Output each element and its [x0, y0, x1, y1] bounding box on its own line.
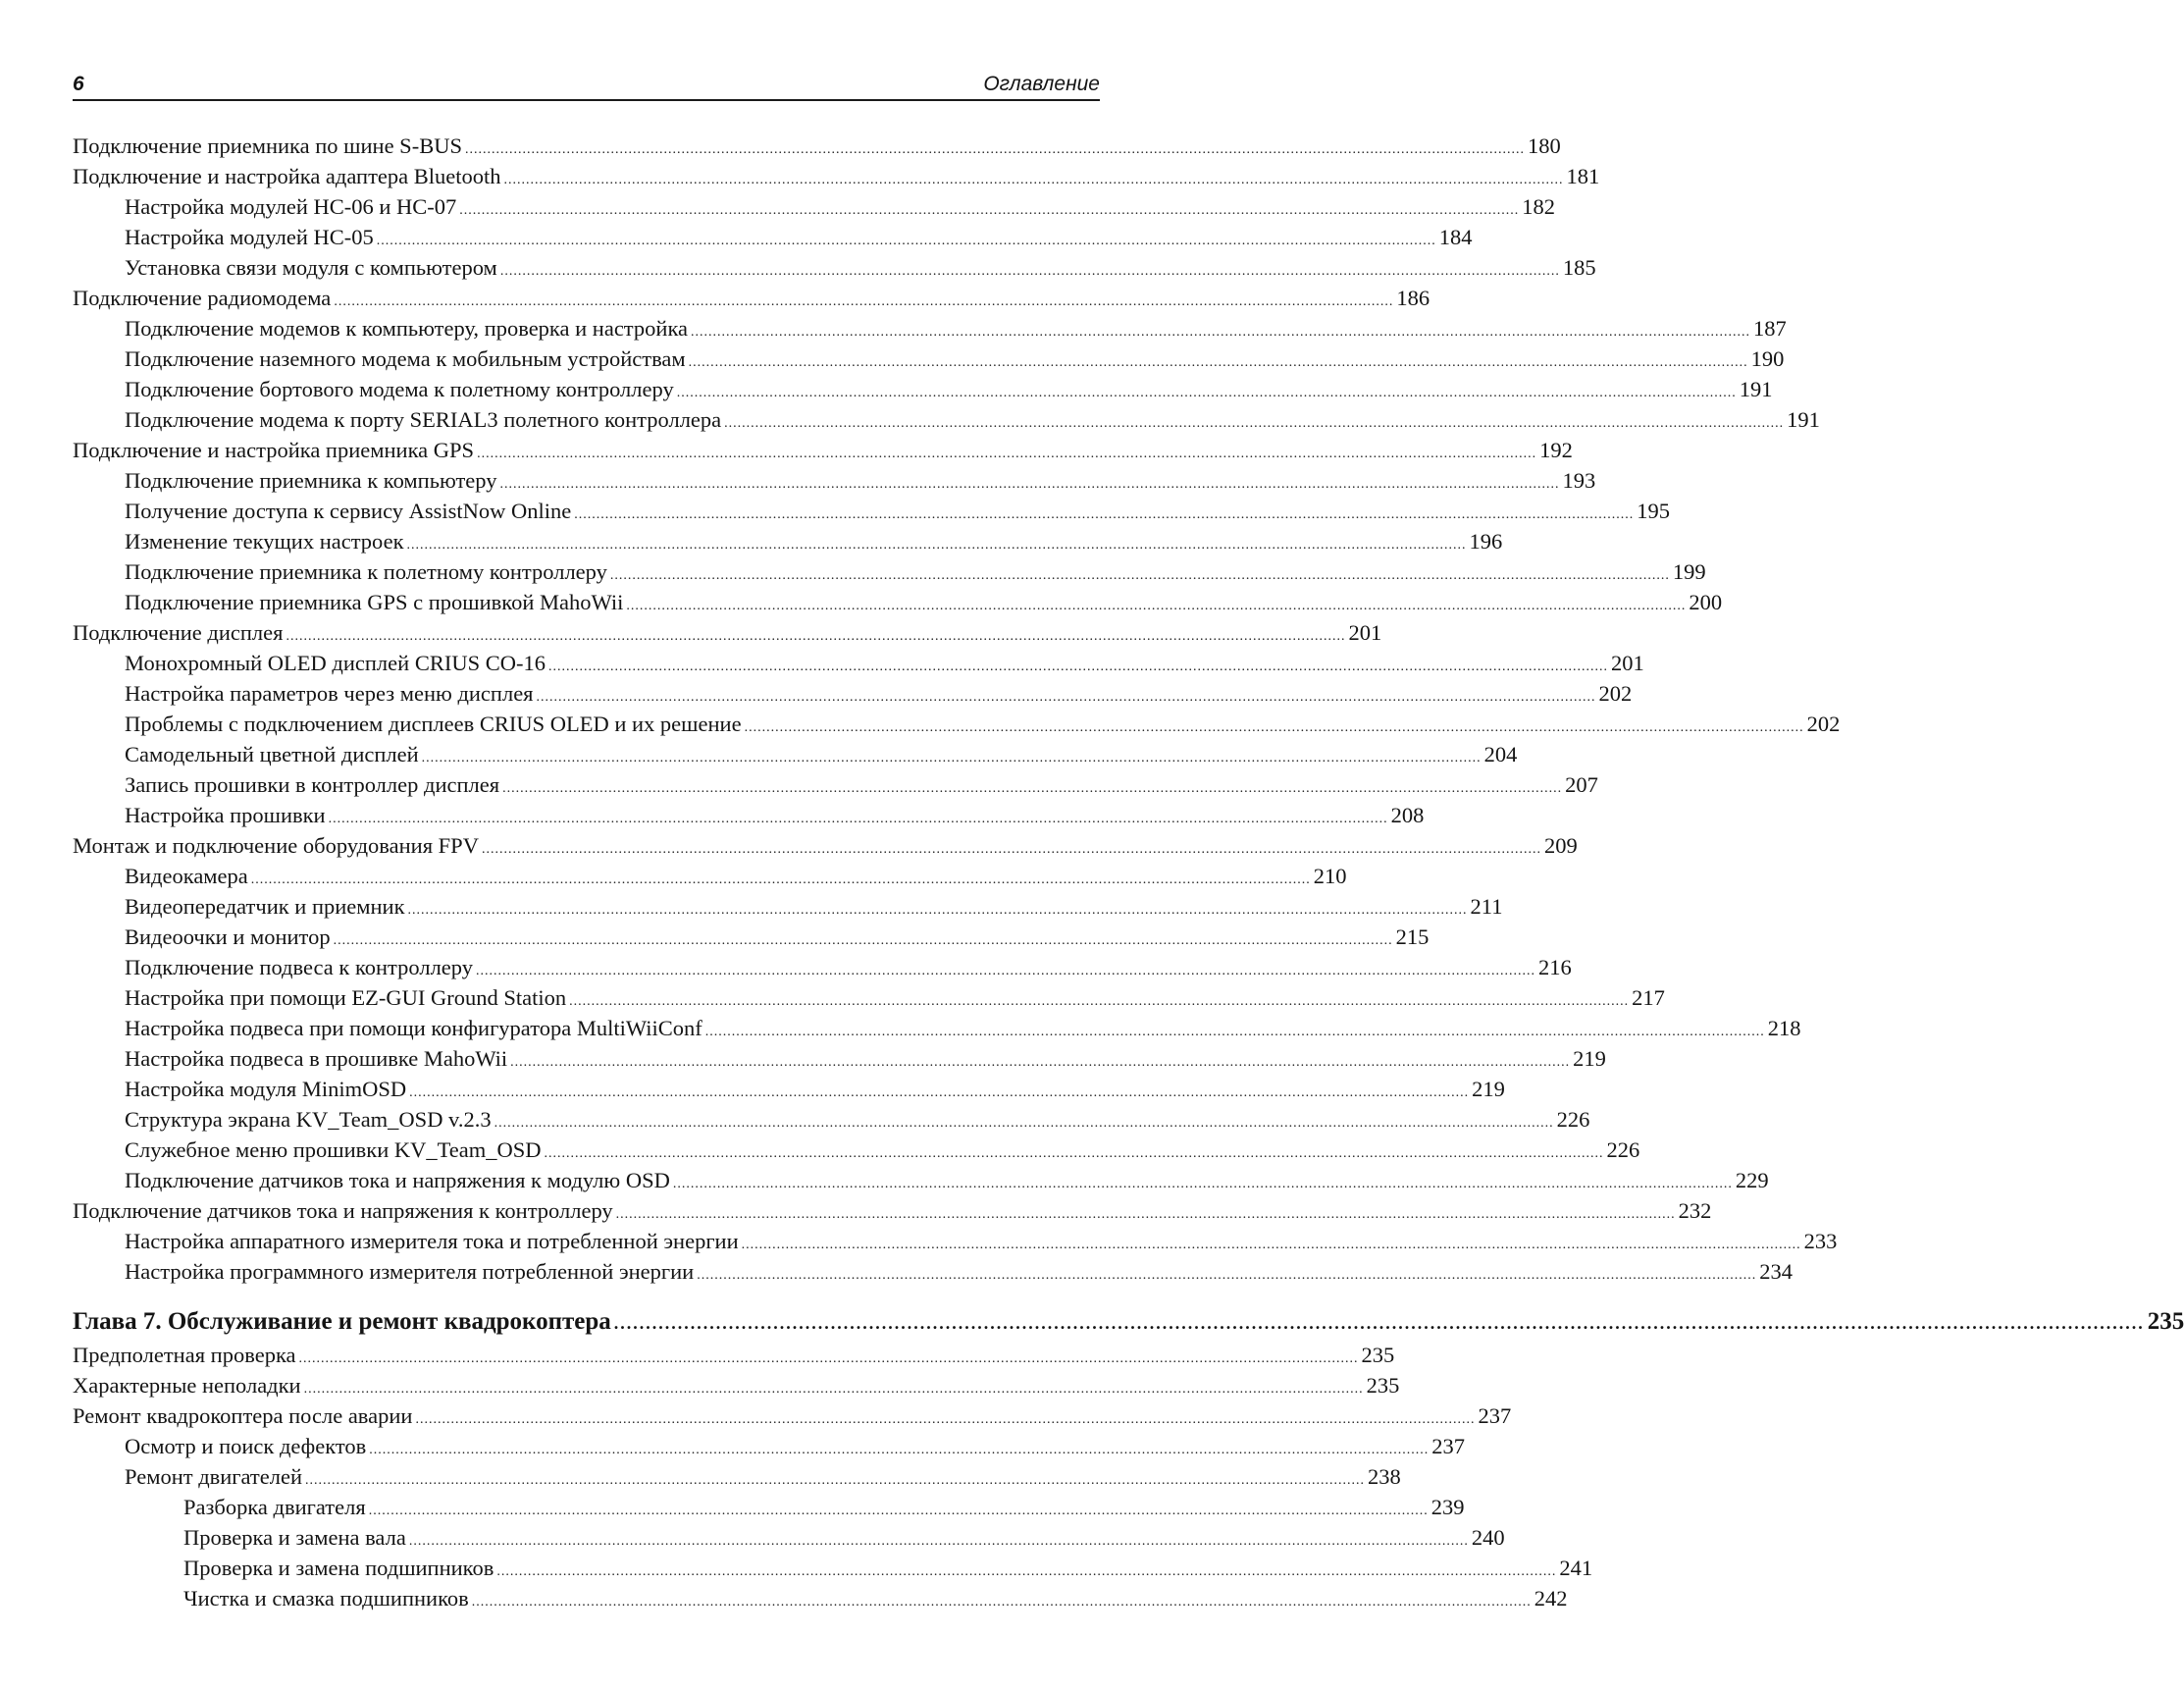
- toc-entry: [73, 283, 1430, 313]
- toc-entry: [73, 131, 1561, 161]
- toc-entry-title: Видеокамера: [125, 864, 248, 888]
- dot-leader: ................................................................................................................................................................................................................................................: [691, 325, 1751, 340]
- dot-leader: ................................................................................................................................................................................................................................................: [503, 173, 1564, 187]
- toc-entry-title: Настройка параметров через меню дисплея: [125, 681, 534, 706]
- dot-leader: ................................................................................................................................................................................................................................................: [704, 1025, 1765, 1039]
- toc-entry: [73, 343, 1785, 374]
- toc-entry-page: 240: [1471, 1525, 1505, 1550]
- dot-leader: ................................................................................................................................................................................................................................................: [464, 142, 1525, 157]
- toc-entry-title: Ремонт двигателей: [125, 1464, 303, 1489]
- toc-entry-page: 182: [1522, 194, 1556, 219]
- toc-entry-title: Служебное меню прошивки KV_Team_OSD: [125, 1137, 542, 1162]
- toc-entry-page: 200: [1689, 590, 1723, 614]
- toc-entry: [73, 739, 1518, 769]
- toc-entry-title: Настройка программного измерителя потребленной энергии: [125, 1259, 695, 1284]
- dot-leader: ................................................................................................................................................................................................................................................: [407, 903, 1468, 918]
- toc-entry-page: 210: [1313, 864, 1347, 888]
- table-of-contents: [73, 131, 2184, 1613]
- toc-entry-page: 201: [1610, 651, 1644, 675]
- toc-entry: [73, 1195, 1712, 1226]
- toc-entry-page: 235: [1366, 1373, 1400, 1398]
- dot-leader: ................................................................................................................................................................................................................................................: [334, 294, 1394, 309]
- dot-leader: ................................................................................................................................................................................................................................................: [298, 1351, 1359, 1366]
- toc-entry-title: Подключение приемника по шине S-BUS: [73, 133, 462, 158]
- toc-entry: [73, 404, 1820, 435]
- header-divider: [73, 99, 1100, 101]
- toc-entry-page: 181: [1566, 164, 1600, 188]
- toc-entry-title: Подключение модемов к компьютеру, проверка и настройка: [125, 316, 689, 341]
- dot-leader: ................................................................................................................................................................................................................................................: [421, 751, 1482, 766]
- toc-entry-title: Настройка при помощи EZ-GUI Ground Station: [125, 985, 567, 1010]
- toc-entry-page: 237: [1478, 1403, 1512, 1428]
- toc-entry: [73, 1583, 1568, 1613]
- toc-entry-title: Проверка и замена вала: [183, 1525, 406, 1550]
- toc-entry-title: Подключение и настройка приемника GPS: [73, 438, 475, 462]
- toc-entry-title: Характерные неполадки: [73, 1373, 301, 1398]
- toc-entry-page: 185: [1562, 255, 1596, 280]
- toc-entry-page: 180: [1527, 133, 1561, 158]
- toc-entry-page: 237: [1431, 1434, 1466, 1458]
- dot-leader: ................................................................................................................................................................................................................................................: [496, 1564, 1557, 1579]
- toc-entry: [73, 922, 1430, 952]
- toc-entry-title: Подключение приемника к компьютеру: [125, 468, 497, 493]
- toc-entry-page: 216: [1538, 955, 1572, 979]
- dot-leader: ................................................................................................................................................................................................................................................: [376, 234, 1436, 248]
- toc-entry-title: Подключение наземного модема к мобильным устройствам: [125, 346, 686, 371]
- toc-entry-page: 226: [1556, 1107, 1590, 1132]
- dot-leader: ................................................................................................................................................................................................................................................: [676, 386, 1737, 400]
- toc-entry: [73, 526, 1503, 556]
- toc-entry-page: 234: [1759, 1259, 1793, 1284]
- toc-entry: [73, 800, 1425, 830]
- toc-entry-title: Структура экрана KV_Team_OSD v.2.3: [125, 1107, 492, 1132]
- toc-entry-page: 192: [1539, 438, 1573, 462]
- toc-entry-page: 238: [1368, 1464, 1401, 1489]
- toc-entry: [73, 1461, 1401, 1492]
- toc-entry: [73, 587, 1723, 617]
- toc-entry: [73, 861, 1347, 891]
- dot-leader: ................................................................................................................................................................................................................................................: [744, 720, 1804, 735]
- toc-entry-page: 191: [1739, 377, 1773, 401]
- toc-entry: [73, 1165, 1769, 1195]
- toc-entry-title: Видеопередатчик и приемник: [125, 894, 405, 919]
- toc-entry: [73, 374, 1773, 404]
- dot-leader: ................................................................................................................................................................................................................................................: [368, 1504, 1429, 1518]
- toc-entry-page: 242: [1534, 1586, 1568, 1611]
- toc-entry: [73, 648, 1644, 678]
- toc-entry-title: Чистка и смазка подшипников: [183, 1586, 469, 1611]
- toc-entry: [73, 313, 1787, 343]
- dot-leader: ................................................................................................................................................................................................................................................: [569, 994, 1630, 1009]
- dot-leader: ................................................................................................................................................................................................................................................: [688, 355, 1748, 370]
- toc-entry-title: Настройка модулей HC-05: [125, 225, 374, 249]
- dot-leader: ................................................................................................................................................................................................................................................: [481, 842, 1541, 857]
- toc-entry: [73, 252, 1596, 283]
- toc-entry-page: 241: [1559, 1556, 1593, 1580]
- toc-entry: [73, 1013, 1801, 1043]
- dot-leader: ................................................................................................................................................................................................................................................: [494, 1116, 1554, 1131]
- page-number: 6: [73, 73, 84, 95]
- dot-leader: ................................................................................................................................................................................................................................................: [724, 416, 1785, 431]
- toc-entry-title: Видеоочки и монитор: [125, 924, 331, 949]
- toc-entry: [73, 1135, 1640, 1165]
- toc-entry-title: Подключение и настройка адаптера Bluetooth: [73, 164, 501, 188]
- toc-entry-title: Подключение модема к порту SERIAL3 полетного контроллера: [125, 407, 722, 432]
- toc-entry: [73, 769, 1598, 800]
- dot-leader: ................................................................................................................................................................................................................................................: [476, 964, 1536, 978]
- dot-leader: ................................................................................................................................................................................................................................................: [741, 1238, 1801, 1252]
- toc-entry-title: Настройка модулей HC-06 и HC-07: [125, 194, 457, 219]
- toc-entry-title: Проверка и замена подшипников: [183, 1556, 494, 1580]
- toc-entry-title: Установка связи модуля с компьютером: [125, 255, 497, 280]
- toc-entry-title: Настройка подвеса при помощи конфигуратора MultiWiiConf: [125, 1016, 702, 1040]
- toc-entry-title: Подключение бортового модема к полетному контроллеру: [125, 377, 674, 401]
- dot-leader: ................................................................................................................................................................................................................................................: [406, 538, 1467, 553]
- toc-entry-page: 211: [1470, 894, 1503, 919]
- toc-entry-title: Изменение текущих настроек: [125, 529, 404, 554]
- dot-leader: ................................................................................................................................................................................................................................................: [415, 1412, 1476, 1427]
- toc-entry: [73, 1492, 1465, 1522]
- toc-entry-page: 202: [1598, 681, 1633, 706]
- toc-entry-title: Подключение подвеса к контроллеру: [125, 955, 474, 979]
- toc-entry-page: 233: [1803, 1229, 1838, 1253]
- toc-entry-page: 199: [1672, 559, 1706, 584]
- toc-entry-page: 232: [1678, 1198, 1712, 1223]
- toc-entry-title: Подключение дисплея: [73, 620, 284, 645]
- toc-entry-title: Подключение приемника к полетному контроллеру: [125, 559, 607, 584]
- toc-entry-title: Подключение приемника GPS с прошивкой MahoWii: [125, 590, 624, 614]
- toc-entry-page: 196: [1469, 529, 1503, 554]
- toc-entry-page: 184: [1438, 225, 1473, 249]
- toc-entry-page: 207: [1565, 772, 1598, 797]
- toc-entry: [73, 1043, 1606, 1074]
- toc-entry-title: Подключение радиомодема: [73, 286, 332, 310]
- toc-entry: [73, 1553, 1593, 1583]
- toc-entry-page: 202: [1806, 712, 1841, 736]
- toc-entry-title: Запись прошивки в контроллер дисплея: [125, 772, 500, 797]
- dot-leader: ................................................................................................................................................................................................................................................: [471, 1595, 1532, 1610]
- toc-entry-page: 193: [1562, 468, 1596, 493]
- toc-entry: [73, 1400, 1512, 1431]
- toc-entry-page: 204: [1483, 742, 1518, 766]
- dot-leader: ................................................................................................................................................................................................................................................: [328, 812, 1388, 826]
- toc-entry-page: 235: [2147, 1308, 2184, 1335]
- toc-entry-title: Самодельный цветной дисплей: [125, 742, 419, 766]
- dot-leader: ................................................................................................................................................................................................................................................: [499, 264, 1560, 279]
- toc-entry-page: 219: [1472, 1077, 1505, 1101]
- dot-leader: ................................................................................................................................................................................................................................................: [303, 1382, 1364, 1397]
- dot-leader: ................................................................................................................................................................................................................................................: [613, 1313, 2145, 1333]
- toc-entry-title: Проблемы с подключением дисплеев CRIUS OLED и их решение: [125, 712, 742, 736]
- toc-entry-page: 195: [1637, 499, 1671, 523]
- toc-entry-page: 190: [1750, 346, 1785, 371]
- toc-entry-page: 191: [1787, 407, 1820, 432]
- toc-entry: [73, 709, 1841, 739]
- dot-leader: ................................................................................................................................................................................................................................................: [672, 1177, 1733, 1191]
- toc-entry-page: 235: [1361, 1343, 1395, 1367]
- dot-leader: ................................................................................................................................................................................................................................................: [697, 1268, 1757, 1283]
- toc-entry-title: Ремонт квадрокоптера после аварии: [73, 1403, 413, 1428]
- toc-entry-title: Монтаж и подключение оборудования FPV: [73, 833, 479, 858]
- dot-leader: ................................................................................................................................................................................................................................................: [626, 599, 1687, 613]
- dot-leader: ................................................................................................................................................................................................................................................: [499, 477, 1560, 492]
- page-header: [73, 73, 1100, 102]
- toc-entry: [73, 982, 1665, 1013]
- dot-leader: ................................................................................................................................................................................................................................................: [286, 629, 1346, 644]
- toc-entry: [73, 830, 1578, 861]
- dot-leader: ................................................................................................................................................................................................................................................: [250, 872, 1311, 887]
- toc-entry: [73, 191, 1556, 222]
- toc-entry-page: 217: [1632, 985, 1665, 1010]
- dot-leader: ................................................................................................................................................................................................................................................: [609, 568, 1670, 583]
- dot-leader: ................................................................................................................................................................................................................................................: [574, 507, 1635, 522]
- dot-leader: ................................................................................................................................................................................................................................................: [305, 1473, 1366, 1488]
- toc-entry-page: 201: [1348, 620, 1382, 645]
- dot-leader: ................................................................................................................................................................................................................................................: [369, 1443, 1430, 1457]
- toc-entry: [73, 891, 1503, 922]
- toc-entry-page: 209: [1543, 833, 1578, 858]
- running-title: Оглавление: [983, 73, 1100, 95]
- toc-entry-page: 239: [1430, 1495, 1465, 1519]
- toc-entry: [73, 435, 1573, 465]
- toc-entry-title: Настройка модуля MinimOSD: [125, 1077, 407, 1101]
- toc-entry: [73, 1256, 1793, 1287]
- toc-entry-title: Настройка подвеса в прошивке MahoWii: [125, 1046, 508, 1071]
- toc-entry-page: 187: [1753, 316, 1787, 341]
- toc-entry-page: 226: [1606, 1137, 1640, 1162]
- toc-chapter-entry: [73, 1303, 2184, 1340]
- toc-entry: [73, 465, 1596, 496]
- toc-entry-title: Разборка двигателя: [183, 1495, 366, 1519]
- toc-entry: [73, 161, 1600, 191]
- dot-leader: ................................................................................................................................................................................................................................................: [459, 203, 1520, 218]
- toc-entry-title: Глава 7. Обслуживание и ремонт квадрокоптера: [73, 1308, 611, 1335]
- dot-leader: ................................................................................................................................................................................................................................................: [510, 1055, 1571, 1070]
- toc-entry: [73, 556, 1706, 587]
- dot-leader: ................................................................................................................................................................................................................................................: [502, 781, 1563, 796]
- toc-entry: [73, 678, 1633, 709]
- toc-entry-page: 215: [1395, 924, 1430, 949]
- toc-entry: [73, 952, 1572, 982]
- toc-entry: [73, 1522, 1505, 1553]
- toc-entry-title: Подключение датчиков тока и напряжения к модулю OSD: [125, 1168, 670, 1192]
- toc-entry-page: 229: [1735, 1168, 1769, 1192]
- toc-entry-title: Подключение датчиков тока и напряжения к контроллеру: [73, 1198, 613, 1223]
- toc-entry-title: Осмотр и поиск дефектов: [125, 1434, 367, 1458]
- toc-entry-page: 219: [1573, 1046, 1606, 1071]
- toc-entry-title: Предполетная проверка: [73, 1343, 296, 1367]
- toc-entry-page: 208: [1390, 803, 1425, 827]
- dot-leader: ................................................................................................................................................................................................................................................: [409, 1085, 1470, 1100]
- toc-entry: [73, 1226, 1838, 1256]
- toc-entry: [73, 1370, 1400, 1400]
- toc-entry-title: Настройка аппаратного измерителя тока и потребленной энергии: [125, 1229, 739, 1253]
- toc-entry-page: 186: [1396, 286, 1430, 310]
- toc-entry-title: Монохромный OLED дисплей CRIUS CO-16: [125, 651, 546, 675]
- toc-entry: [73, 222, 1473, 252]
- dot-leader: ................................................................................................................................................................................................................................................: [615, 1207, 1676, 1222]
- toc-entry-title: Настройка прошивки: [125, 803, 326, 827]
- dot-leader: ................................................................................................................................................................................................................................................: [333, 933, 1393, 948]
- dot-leader: ................................................................................................................................................................................................................................................: [547, 660, 1608, 674]
- toc-entry: [73, 496, 1671, 526]
- toc-entry: [73, 617, 1382, 648]
- toc-entry: [73, 1074, 1505, 1104]
- dot-leader: ................................................................................................................................................................................................................................................: [544, 1146, 1604, 1161]
- dot-leader: ................................................................................................................................................................................................................................................: [477, 447, 1537, 461]
- toc-entry: [73, 1431, 1466, 1461]
- toc-entry: [73, 1104, 1590, 1135]
- toc-entry: [73, 1340, 1395, 1370]
- dot-leader: ................................................................................................................................................................................................................................................: [536, 690, 1596, 705]
- dot-leader: ................................................................................................................................................................................................................................................: [408, 1534, 1469, 1549]
- toc-entry-page: 218: [1767, 1016, 1801, 1040]
- toc-entry-title: Получение доступа к сервису AssistNow Online: [125, 499, 572, 523]
